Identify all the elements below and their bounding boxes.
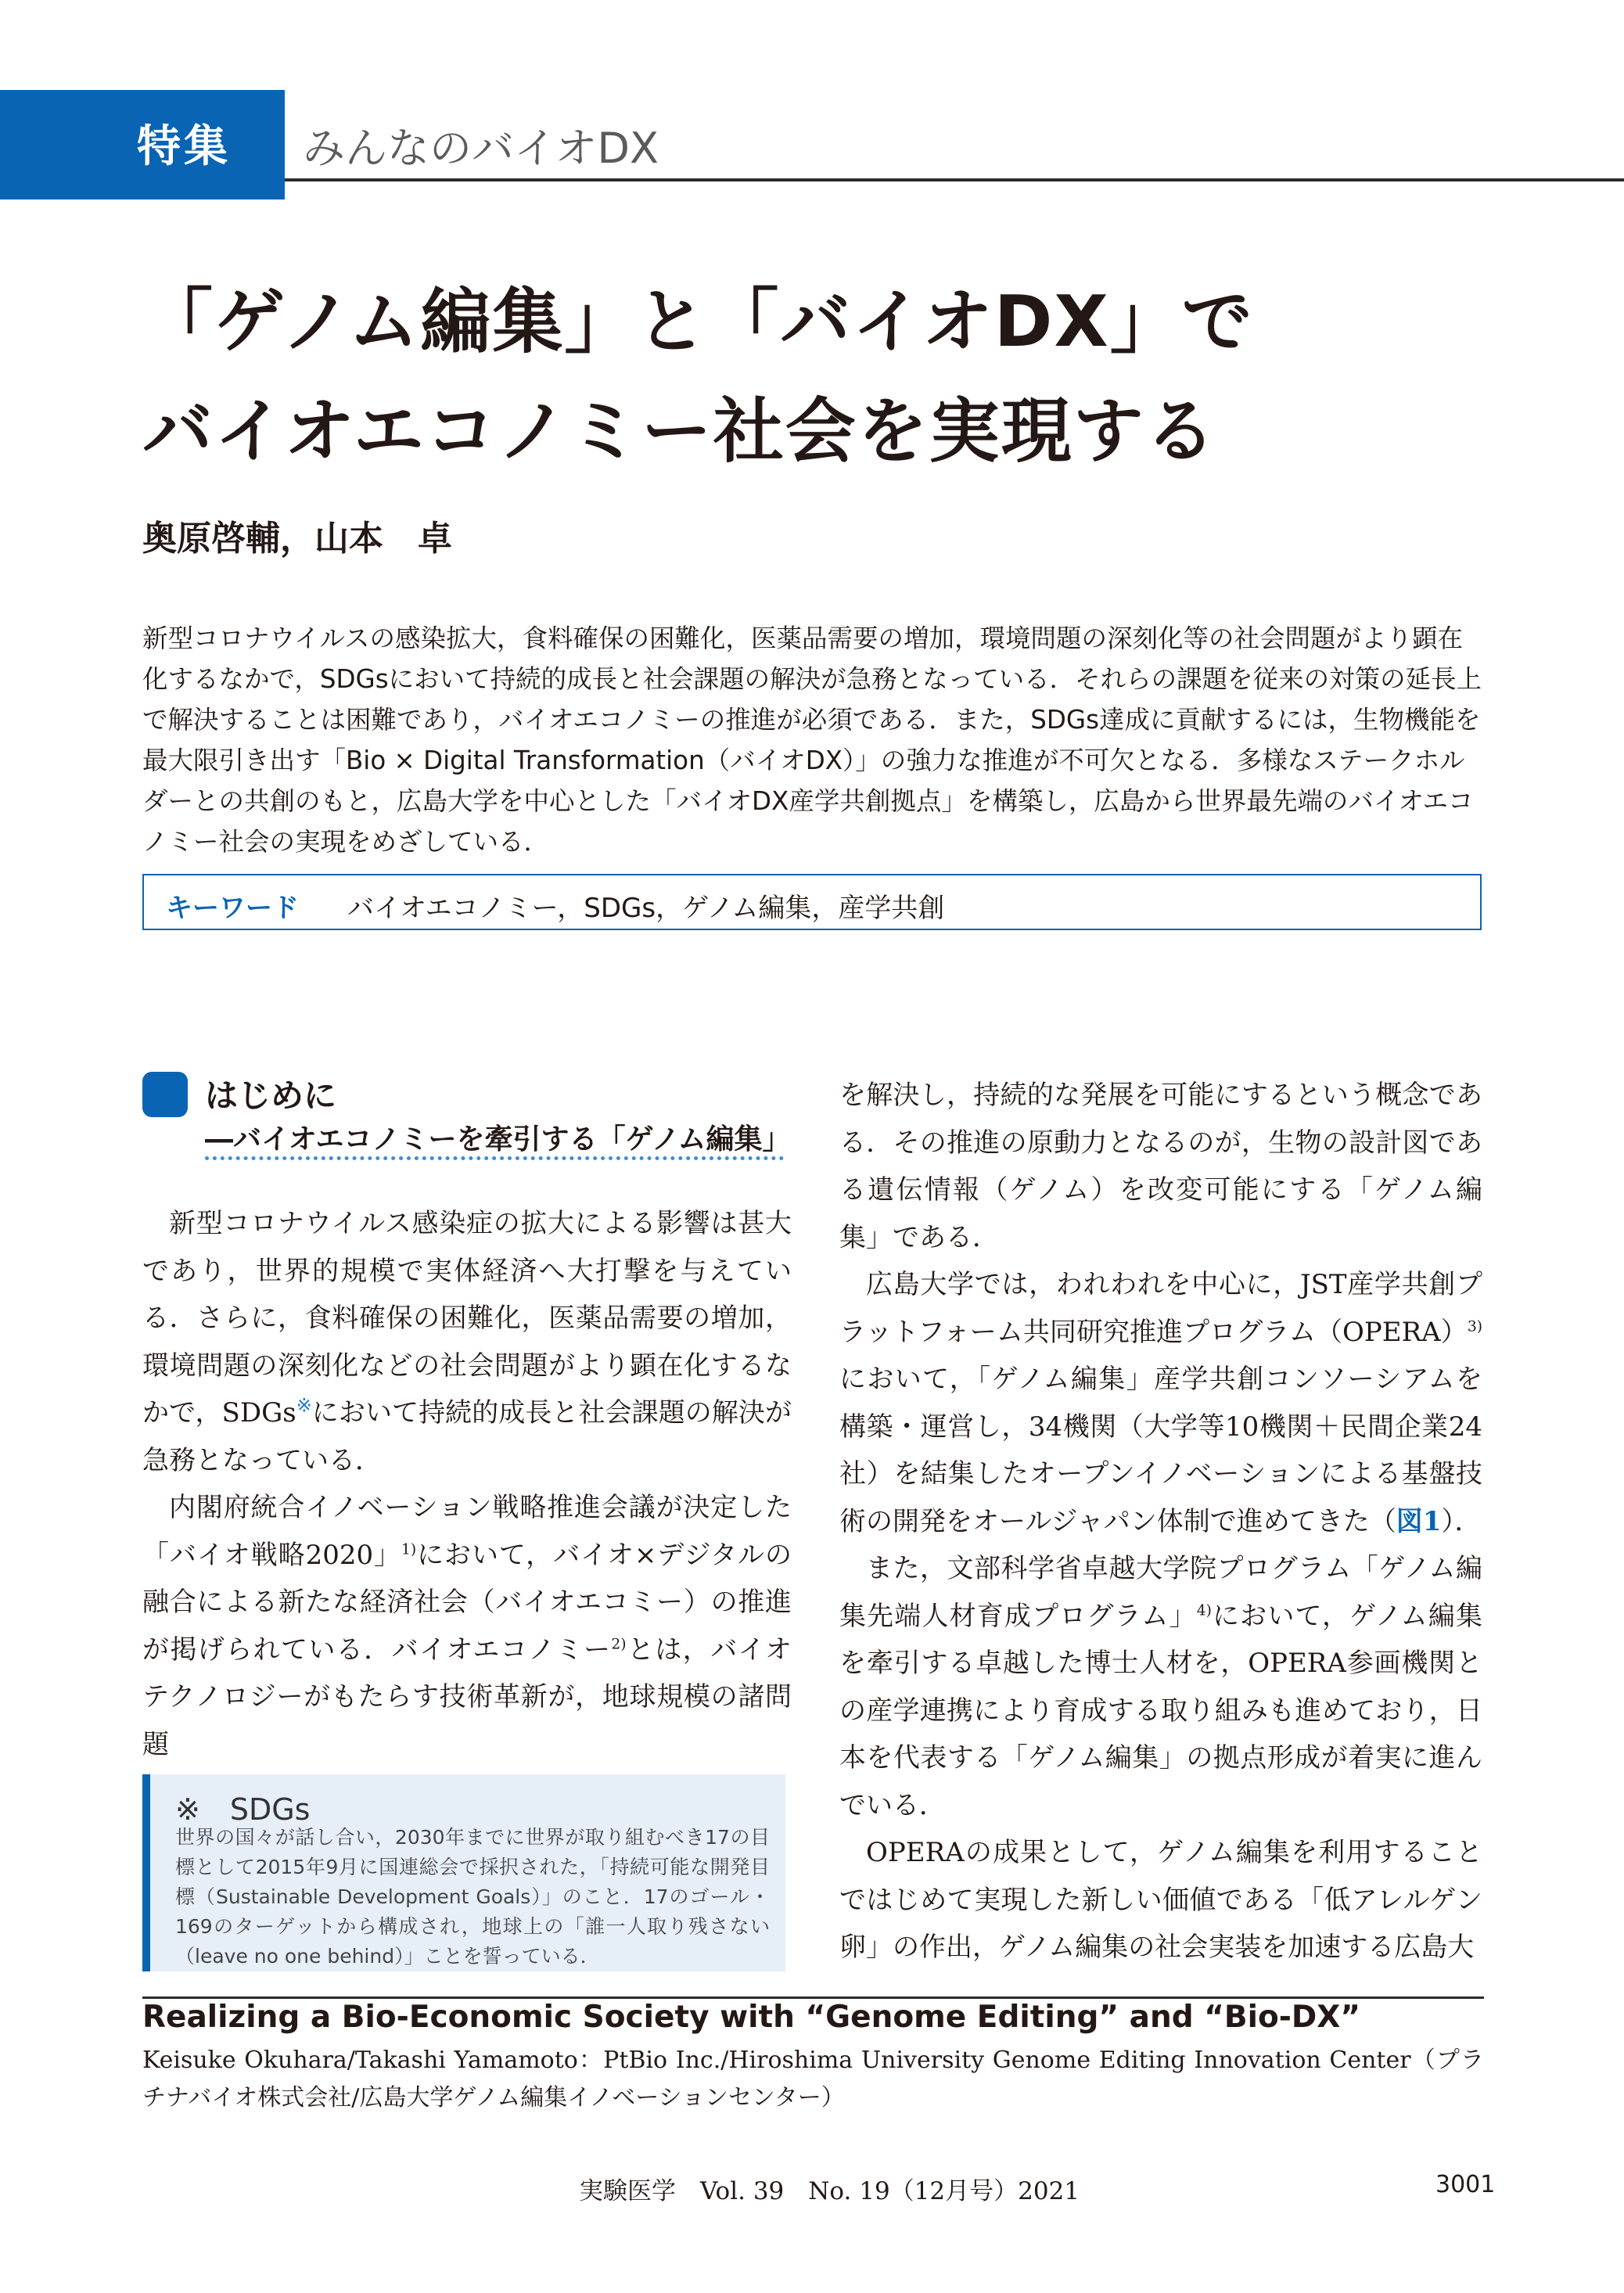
section-marker-icon <box>142 1072 188 1117</box>
series-title: みんなのバイオDX <box>303 124 659 173</box>
article-title-line-1: 「ゲノム編集」と「バイオDX」で <box>142 281 1254 363</box>
text-run: 広島大学では，われわれを中心に，JST産学共創プラットフォーム共同研究推進プログラム（OPERA） <box>839 1269 1482 1348</box>
authors: 奥原啓輔，山本 卓 <box>142 519 452 559</box>
reference-marker[interactable]: 4) <box>1196 1602 1212 1619</box>
journal-citation: 実験医学 Vol. 39 No. 19（12月号）2021 <box>579 2177 1080 2205</box>
text-run: 内閣府統合イノベーション戦略推進会議が決定した「バイオ戦略2020」 <box>142 1492 792 1571</box>
body-left-column <box>142 1200 792 1768</box>
header-rule <box>285 178 1624 181</box>
keyword-label: キーワード <box>166 893 299 924</box>
paragraph: OPERAの成果として，ゲノム編集を利用することではじめて実現した新しい価値である「低アレルゲン卵」の作出，ゲノム編集の社会実装を加速する広島大 <box>839 1837 1482 1963</box>
section-subtitle: ―バイオエコノミーを牽引する「ゲノム編集」 <box>205 1123 791 1155</box>
note-text: 世界の国々が話し合い，2030年までに世界が取り組むべき17の目標として2015年9月に国連総会で採択された，「持続可能な開発目標（Sustainable Development Goals）」のこと．17のゴール・169のターゲットから構成され，地球上の「誰一人取り残さない（leave no one behind）」ことを誓っている． <box>175 1826 771 1968</box>
footer-rule <box>142 1996 1484 1999</box>
paragraph <box>142 1200 792 1484</box>
reference-marker[interactable]: 2) <box>611 1636 627 1653</box>
note-marker[interactable]: ※ <box>296 1394 312 1417</box>
body-right-column <box>839 1072 1482 1971</box>
paragraph <box>839 1261 1482 1545</box>
text-run: ）． <box>1441 1505 1482 1537</box>
text-run: また，文部科学省卓越大学院プログラム「ゲノム編集先端人材育成プログラム」 <box>839 1553 1482 1632</box>
reference-marker[interactable]: 3) <box>1467 1318 1482 1335</box>
text-run: において，ゲノム編集を牽引する卓越した博士人材を，OPERA参画機関との産学連携により育成する取り組みも進めており，日本を代表する「ゲノム編集」の拠点形成が着実に進んでいる． <box>839 1600 1482 1821</box>
figure-link[interactable]: 図1 <box>1396 1505 1442 1537</box>
text-run: において，「ゲノム編集」産学共創コンソーシアムを構築・運営し，34機関（大学等10機関＋民間企業24社）を結集したオープンイノベーションによる基盤技術の開発をオールジャパン体制で進めてきた（ <box>839 1364 1482 1537</box>
author-affiliation: Keisuke Okuhara/Takashi Yamamoto：PtBio Inc./Hiroshima University Genome Editing Innovation Center（プラチナバイオ株式会社/広島大学ゲノム編集イノベーションセンター） <box>142 2047 1484 2112</box>
note-title: ※ SDGs <box>175 1792 311 1827</box>
text-run: 新型コロナウイルス感染症の拡大による影響は甚大であり，世界的規模で実体経済へ大打撃を与えている．さらに，食料確保の困難化，医薬品需要の増加，環境問題の深刻化などの社会問題がより顕在化するなかで，SDGs <box>142 1208 792 1429</box>
note-box <box>142 1774 785 1971</box>
section-tag: 特集 <box>137 121 231 172</box>
reference-marker[interactable]: 1) <box>401 1541 417 1558</box>
note-accent-bar <box>142 1774 150 1971</box>
section-title: はじめに <box>205 1076 337 1115</box>
paragraph <box>142 1484 792 1768</box>
abstract: 新型コロナウイルスの感染拡大，食料確保の困難化，医薬品需要の増加，環境問題の深刻化等の社会問題がより顕在化するなかで，SDGsにおいて持続的成長と社会課題の解決が急務となっている．それらの課題を従来の対策の延長上で解決することは困難であり，バイオエコノミーの推進が必須である．また，SDGs達成に貢献するには，生物機能を最大限引き出す「Bio × Digital Transformation（バイオDX）」の強力な推進が不可欠となる．多様なステークホルダーとの共創のもと，広島大学を中心とした「バイオDX産学共創拠点」を構築し，広島から世界最先端のバイオエコノミー社会の実現をめざしている． <box>142 624 1482 857</box>
keyword-box <box>142 874 1482 930</box>
text-run: において，バイオ×デジタルの融合による新たな経済社会（バイオエコミー）の推進が掲げられている．バイオエコノミー <box>142 1539 792 1666</box>
text-run: において持続的成長と社会課題の解決が急務となっている． <box>142 1397 792 1476</box>
paragraph: を解決し，持続的な発展を可能にするという概念である．その推進の原動力となるのが，生物の設計図である遺伝情報（ゲノム）を改変可能にする「ゲノム編集」である． <box>839 1080 1482 1253</box>
keyword-list: バイオエコノミー，SDGs，ゲノム編集，産学共創 <box>347 893 945 924</box>
paragraph <box>839 1545 1482 1829</box>
section-dotted-rule <box>205 1156 784 1160</box>
page-number: 3001 <box>1435 2171 1496 2198</box>
article-title-line-2: バイオエコノミー社会を実現する <box>142 390 1217 473</box>
english-title: Realizing a Bio-Economic Society with “Genome Editing” and “Bio-DX” <box>142 2000 1360 2035</box>
text-run: とは，バイオテクノロジーがもたらす技術革新が，地球規模の諸問題 <box>142 1633 792 1760</box>
